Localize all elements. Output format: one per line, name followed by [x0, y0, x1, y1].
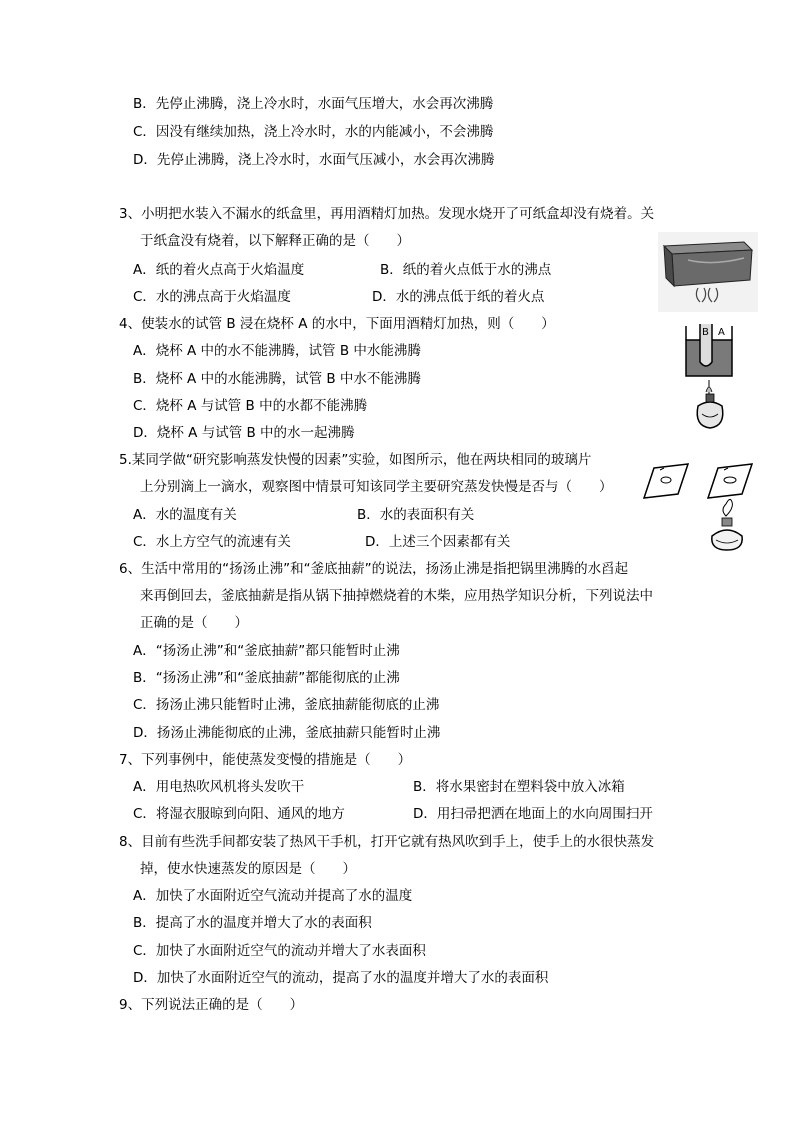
q9-stem: 9、下列说法正确的是（ ）: [119, 997, 304, 1013]
q7-option-c: C．将湿衣服晾到向阳、通风的地方: [133, 806, 345, 822]
q3-stem-line2: 于纸盒没有烧着，以下解释正确的是（ ）: [140, 233, 410, 249]
fig-label-a: A: [718, 327, 725, 338]
q6-option-c: C．扬汤止沸只能暂时止沸，釜底抽薪能彻底的止沸: [133, 697, 440, 713]
q4-option-b: B．烧杯 A 中的水能沸腾，试管 B 中水不能沸腾: [133, 371, 421, 387]
q4-stem: 4、使装水的试管 B 浸在烧杯 A 的水中，下面用酒精灯加热，则（ ）: [119, 316, 555, 332]
q3-option-a: A．纸的着火点高于火焰温度: [133, 262, 305, 278]
q4-option-d: D．烧杯 A 与试管 B 中的水一起沸腾: [133, 425, 355, 441]
q7-option-b: B．将水果密封在塑料袋中放入冰箱: [413, 779, 625, 795]
q3-option-d: D．水的沸点低于纸的着火点: [372, 289, 545, 305]
q3-option-c: C．水的沸点高于火焰温度: [133, 289, 291, 305]
q2-option-d: D．先停止沸腾，浇上冷水时，水面气压减小，水会再次沸腾: [133, 152, 495, 168]
q8-option-b: B．提高了水的温度并增大了水的表面积: [133, 915, 372, 931]
q4-option-a: A．烧杯 A 中的水不能沸腾，试管 B 中水能沸腾: [133, 343, 421, 359]
q5-option-a: A．水的温度有关: [133, 507, 237, 523]
paper-box-figure: [658, 232, 758, 312]
q3-option-b: B．纸的着火点低于水的沸点: [380, 262, 552, 278]
q6-option-d: D．扬汤止沸能彻底的止沸，釜底抽薪只能暂时止沸: [133, 725, 441, 741]
q5-stem-line2: 上分别滴上一滴水，观察图中情景可知该同学主要研究蒸发快慢是否与（ ）: [140, 479, 613, 495]
fig-label-b: B: [702, 327, 709, 338]
q8-option-d: D．加快了水面附近空气的流动，提高了水的温度并增大了水的表面积: [133, 970, 549, 986]
q6-stem-line3: 正确的是（ ）: [140, 615, 248, 631]
q3-stem-line1: 3、小明把水装入不漏水的纸盒里，再用酒精灯加热。发现水烧开了可纸盒却没有烧着。关: [119, 206, 655, 222]
q4-option-c: C．烧杯 A 与试管 B 中的水都不能沸腾: [133, 398, 368, 414]
q8-option-a: A．加快了水面附近空气流动并提高了水的温度: [133, 888, 413, 904]
q7-option-a: A．用电热吹风机将头发吹干: [133, 779, 305, 795]
q8-option-c: C．加快了水面附近空气的流动并增大了水表面积: [133, 943, 426, 959]
q6-stem-line2: 来再倒回去，釜底抽薪是指从锅下抽掉燃烧着的木柴，应用热学知识分析，下列说法中: [140, 588, 653, 604]
q8-stem-line2: 掉，使水快速蒸发的原因是（ ）: [140, 861, 356, 877]
q6-stem-line1: 6、生活中常用的“扬汤止沸”和“釜底抽薪”的说法，扬汤止沸是指把锅里沸腾的水舀起: [119, 561, 629, 577]
q7-option-d: D．用扫帚把洒在地面上的水向周围扫开: [413, 806, 653, 822]
q5-stem-line1: 5.某同学做“研究影响蒸发快慢的因素”实验，如图所示，他在两块相同的玻璃片: [119, 452, 592, 468]
q6-option-b: B．“扬汤止沸”和“釜底抽薪”都能彻底的止沸: [133, 670, 400, 686]
q7-stem: 7、下列事例中，能使蒸发变慢的措施是（ ）: [119, 752, 412, 768]
q2-option-b: B．先停止沸腾，浇上冷水时，水面气压增大，水会再次沸腾: [133, 96, 494, 112]
glass-plates-figure: [640, 460, 760, 552]
q6-option-a: A．“扬汤止沸”和“釜底抽薪”都只能暂时止沸: [133, 643, 400, 659]
q5-option-c: C．水上方空气的流速有关: [133, 534, 291, 550]
q8-stem-line1: 8、目前有些洗手间都安装了热风干手机，打开它就有热风吹到手上，使手上的水很快蒸发: [119, 834, 655, 850]
beaker-testtube-figure: [680, 322, 740, 434]
q5-option-b: B．水的表面积有关: [357, 507, 475, 523]
q5-option-d: D．上述三个因素都有关: [365, 534, 511, 550]
q2-option-c: C．因没有继续加热，浇上冷水时，水的内能减小，不会沸腾: [133, 124, 494, 140]
